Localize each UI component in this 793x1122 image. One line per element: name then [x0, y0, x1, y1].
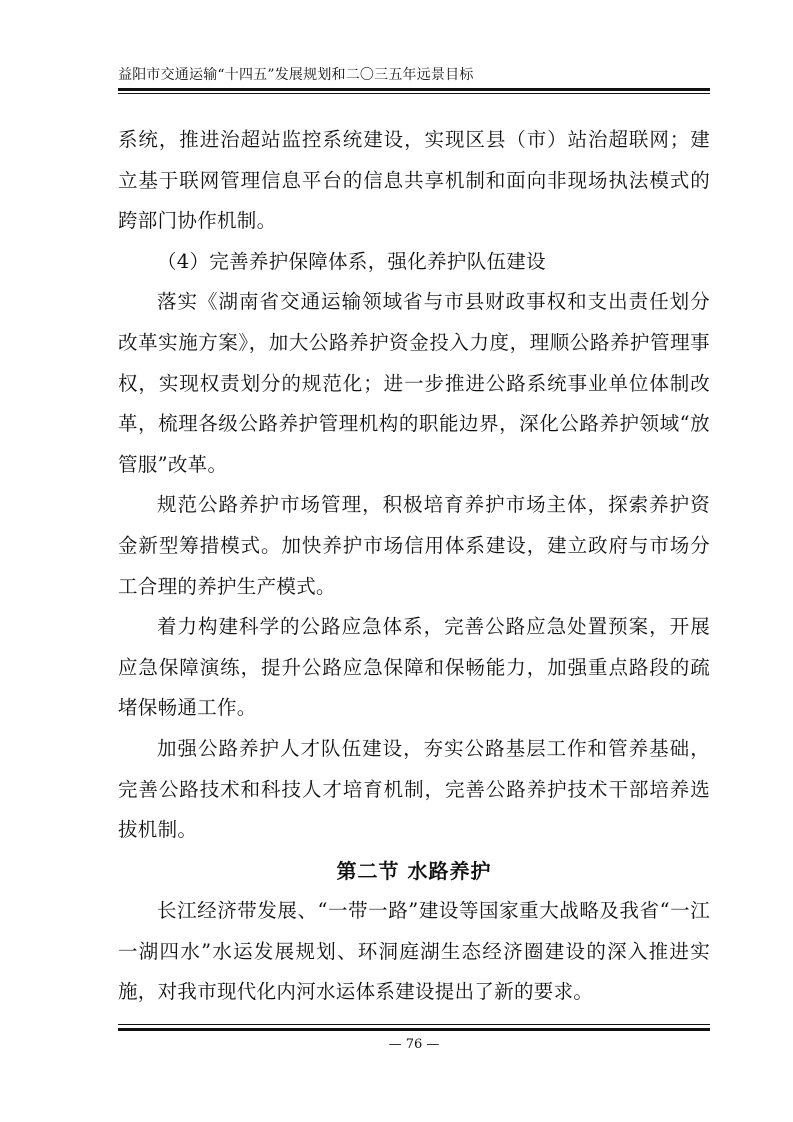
- paragraph-implement-plan: 落实《湖南省交通运输领域省与市县财政事权和支出责任划分改革实施方案》，加大公路养护资金投入力度，理顺公路养护管理事权，实现权责划分的规范化；进一步推进公路系统事业单位体制改革，梳理各级公路养护管理机构的职能边界，深化公路养护领域“放管服”改革。: [118, 290, 710, 476]
- header-rule-thick: [118, 88, 710, 91]
- paragraph-emergency-system: 着力构建科学的公路应急体系，完善公路应急处置预案，开展应急保障演练，提升公路应急保障和保畅能力，加强重点路段的疏堵保畅通工作。: [118, 615, 710, 720]
- section-heading: 第二节 水路养护: [336, 858, 492, 883]
- paragraph-market-management: 规范公路养护市场管理，积极培育养护市场主体，探索养护资金新型筹措模式。加快养护市场信用体系建设，建立政府与市场分工合理的养护生产模式。: [118, 493, 710, 598]
- header-rule-thin: [118, 93, 710, 94]
- footer-rule-thin: [118, 1024, 710, 1025]
- paragraph-talent-team: 加强公路养护人才队伍建设，夯实公路基层工作和管养基础，完善公路技术和科技人才培育机制，完善公路养护技术干部培养选拔机制。: [118, 736, 710, 842]
- paragraph-waterway-strategy: 长江经济带发展、“一带一路”建设等国家重大战略及我省“一江一湖四水”水运发展规划、环洞庭湖生态经济圈建设的深入推进实施，对我市现代化内河水运体系建设提出了新的要求。: [118, 899, 710, 1004]
- running-header: 益阳市交通运输“十四五”发展规划和二〇三五年远景目标: [118, 67, 474, 83]
- page-body: [118, 120, 710, 1013]
- subheading-maintenance-system: （4）完善养护保障体系，强化养护队伍建设: [157, 249, 546, 273]
- footer-rule-thick: [118, 1028, 710, 1031]
- page-number: — 76 —: [388, 1037, 440, 1052]
- paragraph-continued: 系统，推进治超站监控系统建设，实现区县（市）站治超联网；建立基于联网管理信息平台的信息共享机制和面向非现场执法模式的跨部门协作机制。: [118, 128, 710, 233]
